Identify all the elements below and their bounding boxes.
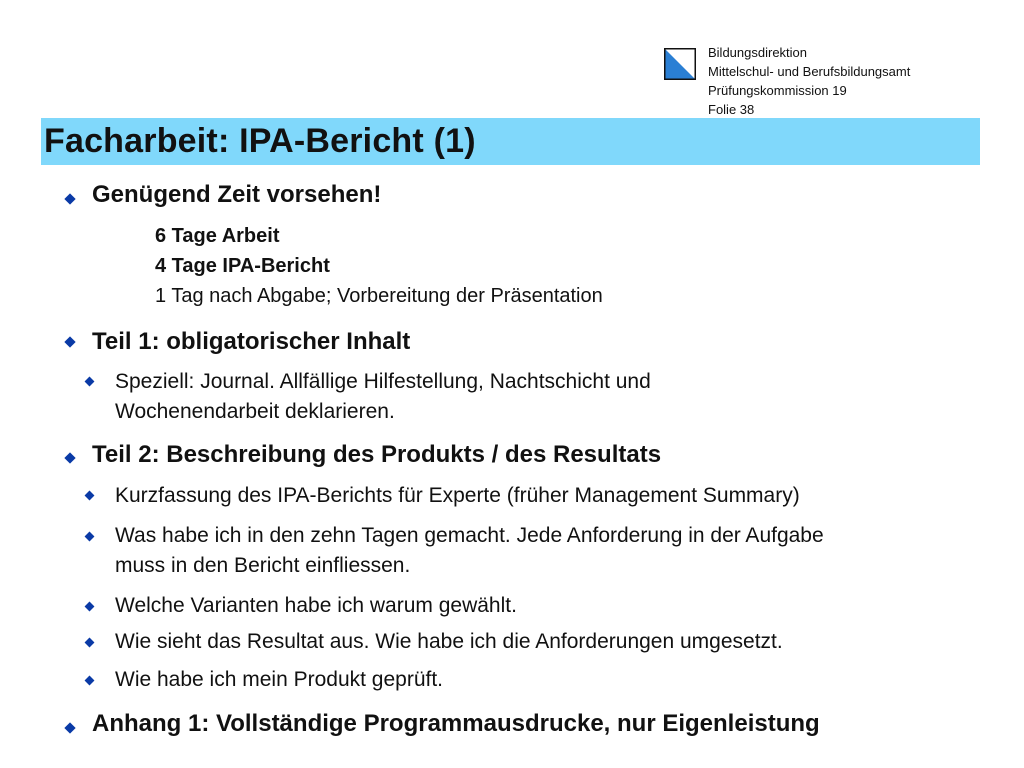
bullet-diamond-icon [85, 377, 95, 387]
bullet-diamond-icon [85, 638, 95, 648]
zurich-canton-shield-icon [664, 48, 696, 80]
list-item: Wie sieht das Resultat aus. Wie habe ich die Anforderungen umgesetzt. [115, 630, 783, 653]
org-line-2: Mittelschul- und Berufsbildungsamt [708, 64, 911, 79]
bullet-diamond-icon [64, 452, 75, 463]
title-bar [41, 118, 980, 165]
bullet-diamond-icon [85, 602, 95, 612]
list-item: Was habe ich in den zehn Tagen gemacht. Jede Anforderung in der Aufgabe [115, 524, 824, 547]
bullet-diamond-icon [64, 336, 75, 347]
bullet-diamond-icon [85, 676, 95, 686]
schedule-line-work: 6 Tage Arbeit [155, 225, 280, 247]
org-line-3: Prüfungskommission 19 [708, 83, 847, 98]
section-heading-part2: Teil 2: Beschreibung des Produkts / des Resultats [92, 441, 662, 468]
section-heading-time: Genügend Zeit vorsehen! [92, 181, 382, 208]
bullet-diamond-icon [85, 491, 95, 501]
list-item-continuation: muss in den Bericht einfliessen. [115, 554, 411, 577]
list-item: Kurzfassung des IPA-Berichts für Experte (früher Management Summary) [115, 484, 800, 507]
section-heading-appendix: Anhang 1: Vollständige Programmausdrucke, nur Eigenleistung [92, 710, 820, 737]
slide-number: Folie 38 [708, 102, 755, 117]
page-title: Facharbeit: IPA-Bericht (1) [44, 122, 476, 160]
list-item: Wie habe ich mein Produkt geprüft. [115, 668, 444, 691]
organization-info [708, 43, 910, 119]
bullet-diamond-icon [64, 722, 75, 733]
schedule-line-report: 4 Tage IPA-Bericht [155, 255, 330, 277]
bullet-diamond-icon [64, 193, 75, 204]
section-heading-part1: Teil 1: obligatorischer Inhalt [92, 328, 411, 355]
list-item: Speziell: Journal. Allfällige Hilfestellung, Nachtschicht und [115, 370, 651, 393]
list-item: Welche Varianten habe ich warum gewählt. [115, 594, 517, 617]
schedule-line-presentation: 1 Tag nach Abgabe; Vorbereitung der Präsentation [155, 285, 603, 307]
org-line-1: Bildungsdirektion [708, 45, 808, 60]
list-item-continuation: Wochenendarbeit deklarieren. [115, 400, 395, 423]
bullet-diamond-icon [85, 532, 95, 542]
